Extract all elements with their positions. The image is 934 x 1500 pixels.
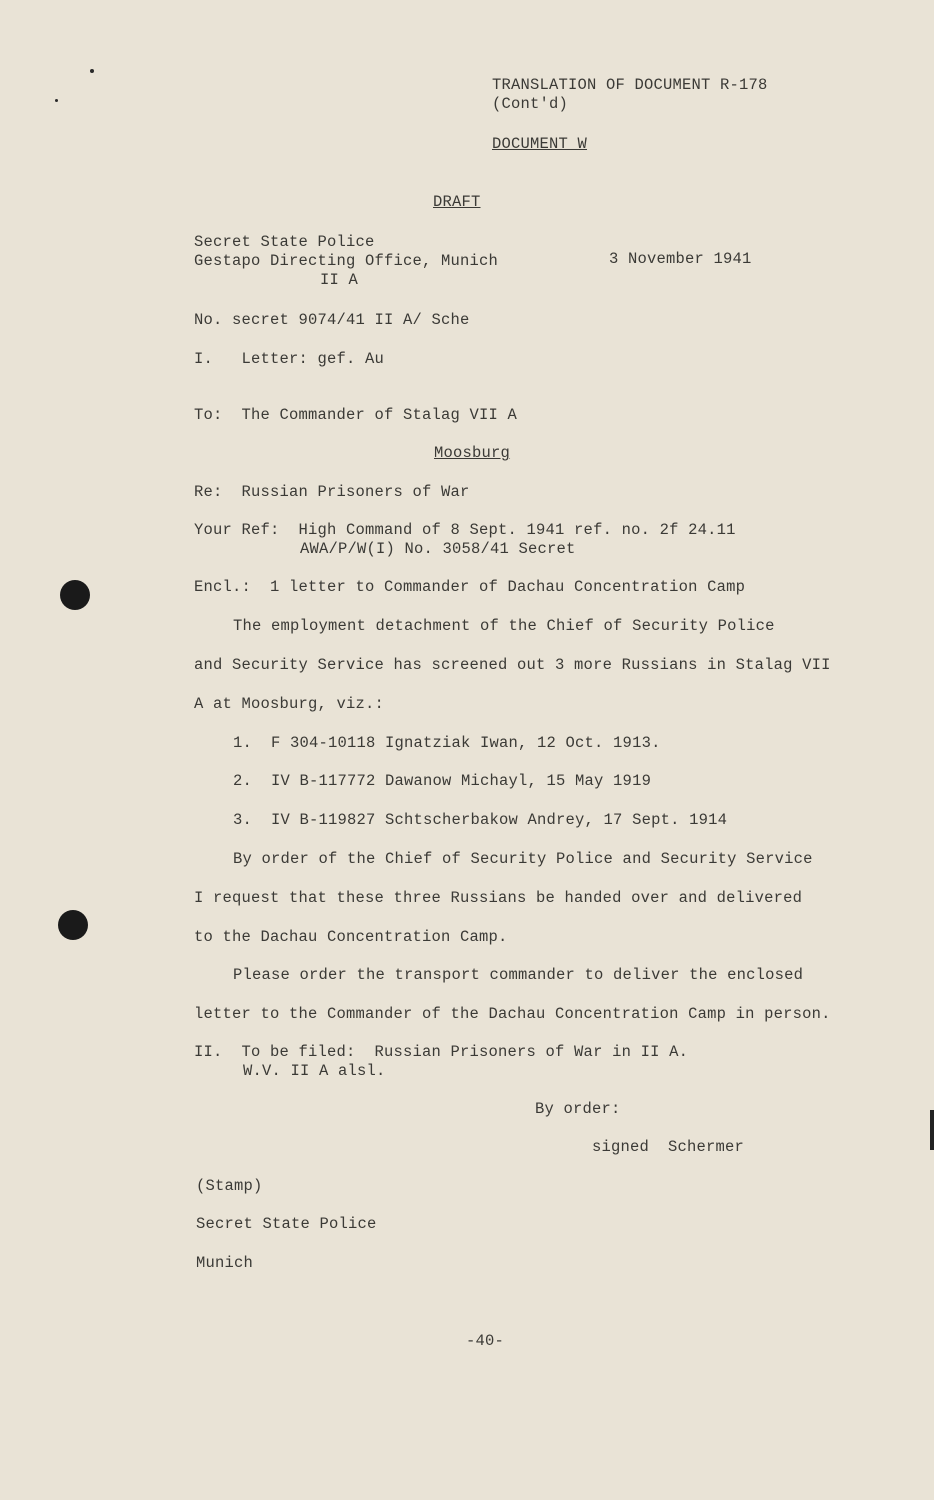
punch-hole-lower: [58, 910, 88, 940]
list-item: 2. IV B-117772 Dawanow Michayl, 15 May 1919: [233, 772, 652, 790]
scan-speck: [55, 99, 58, 102]
reference-number: No. secret 9074/41 II A/ Sche: [194, 311, 470, 329]
by-order: By order:: [535, 1100, 621, 1118]
addressee: To: The Commander of Stalag VII A: [194, 406, 518, 424]
filing-note-line-2: W.V. II A alsl.: [243, 1062, 386, 1080]
signature-line: signed Schermer: [592, 1138, 745, 1156]
scan-speck: [90, 69, 94, 73]
list-item: 1. F 304-10118 Ignatziak Iwan, 12 Oct. 1913.: [233, 734, 661, 752]
body-paragraph-1-line-3: A at Moosburg, viz.:: [194, 695, 385, 713]
body-paragraph-1-line-2: and Security Service has screened out 3 more Russians in Stalag VII: [194, 656, 831, 674]
your-ref-line-1: Your Ref: High Command of 8 Sept. 1941 ref. no. 2f 24.11: [194, 521, 736, 539]
body-paragraph-2-line-1: By order of the Chief of Security Police and Security Service: [233, 850, 813, 868]
page-edge-mark: [930, 1110, 934, 1150]
sender-line-2: Gestapo Directing Office, Munich: [194, 252, 499, 270]
list-item: 3. IV B-119827 Schtscherbakow Andrey, 17 Sept. 1914: [233, 811, 728, 829]
enclosure-line: Encl.: 1 letter to Commander of Dachau Concentration Camp: [194, 578, 746, 596]
draft-label: DRAFT: [433, 193, 481, 211]
continued-label: (Cont'd): [492, 95, 569, 113]
sender-line-3: II A: [320, 271, 359, 289]
your-ref-line-2: AWA/P/W(I) No. 3058/41 Secret: [300, 540, 576, 558]
document-label: DOCUMENT W: [492, 135, 588, 153]
body-paragraph-1-line-1: The employment detachment of the Chief of Security Police: [233, 617, 775, 635]
sender-line-1: Secret State Police: [194, 233, 375, 251]
filing-note-line-1: II. To be filed: Russian Prisoners of War in II A.: [194, 1043, 689, 1061]
body-paragraph-2-line-2: I request that these three Russians be handed over and delivered: [194, 889, 803, 907]
stamp-line-3: Munich: [196, 1254, 254, 1272]
body-paragraph-3-line-2: letter to the Commander of the Dachau Concentration Camp in person.: [194, 1005, 831, 1023]
letter-line: I. Letter: gef. Au: [194, 350, 385, 368]
punch-hole-upper: [60, 580, 90, 610]
body-paragraph-3-line-1: Please order the transport commander to deliver the enclosed: [233, 966, 804, 984]
body-paragraph-2-line-3: to the Dachau Concentration Camp.: [194, 928, 508, 946]
stamp-line-2: Secret State Police: [196, 1215, 377, 1233]
addressee-place: Moosburg: [434, 444, 511, 462]
subject-line: Re: Russian Prisoners of War: [194, 483, 470, 501]
page-number: -40-: [466, 1332, 505, 1350]
letter-date: 3 November 1941: [609, 250, 752, 268]
translation-title: TRANSLATION OF DOCUMENT R-178: [492, 76, 768, 94]
stamp-label: (Stamp): [196, 1177, 263, 1195]
